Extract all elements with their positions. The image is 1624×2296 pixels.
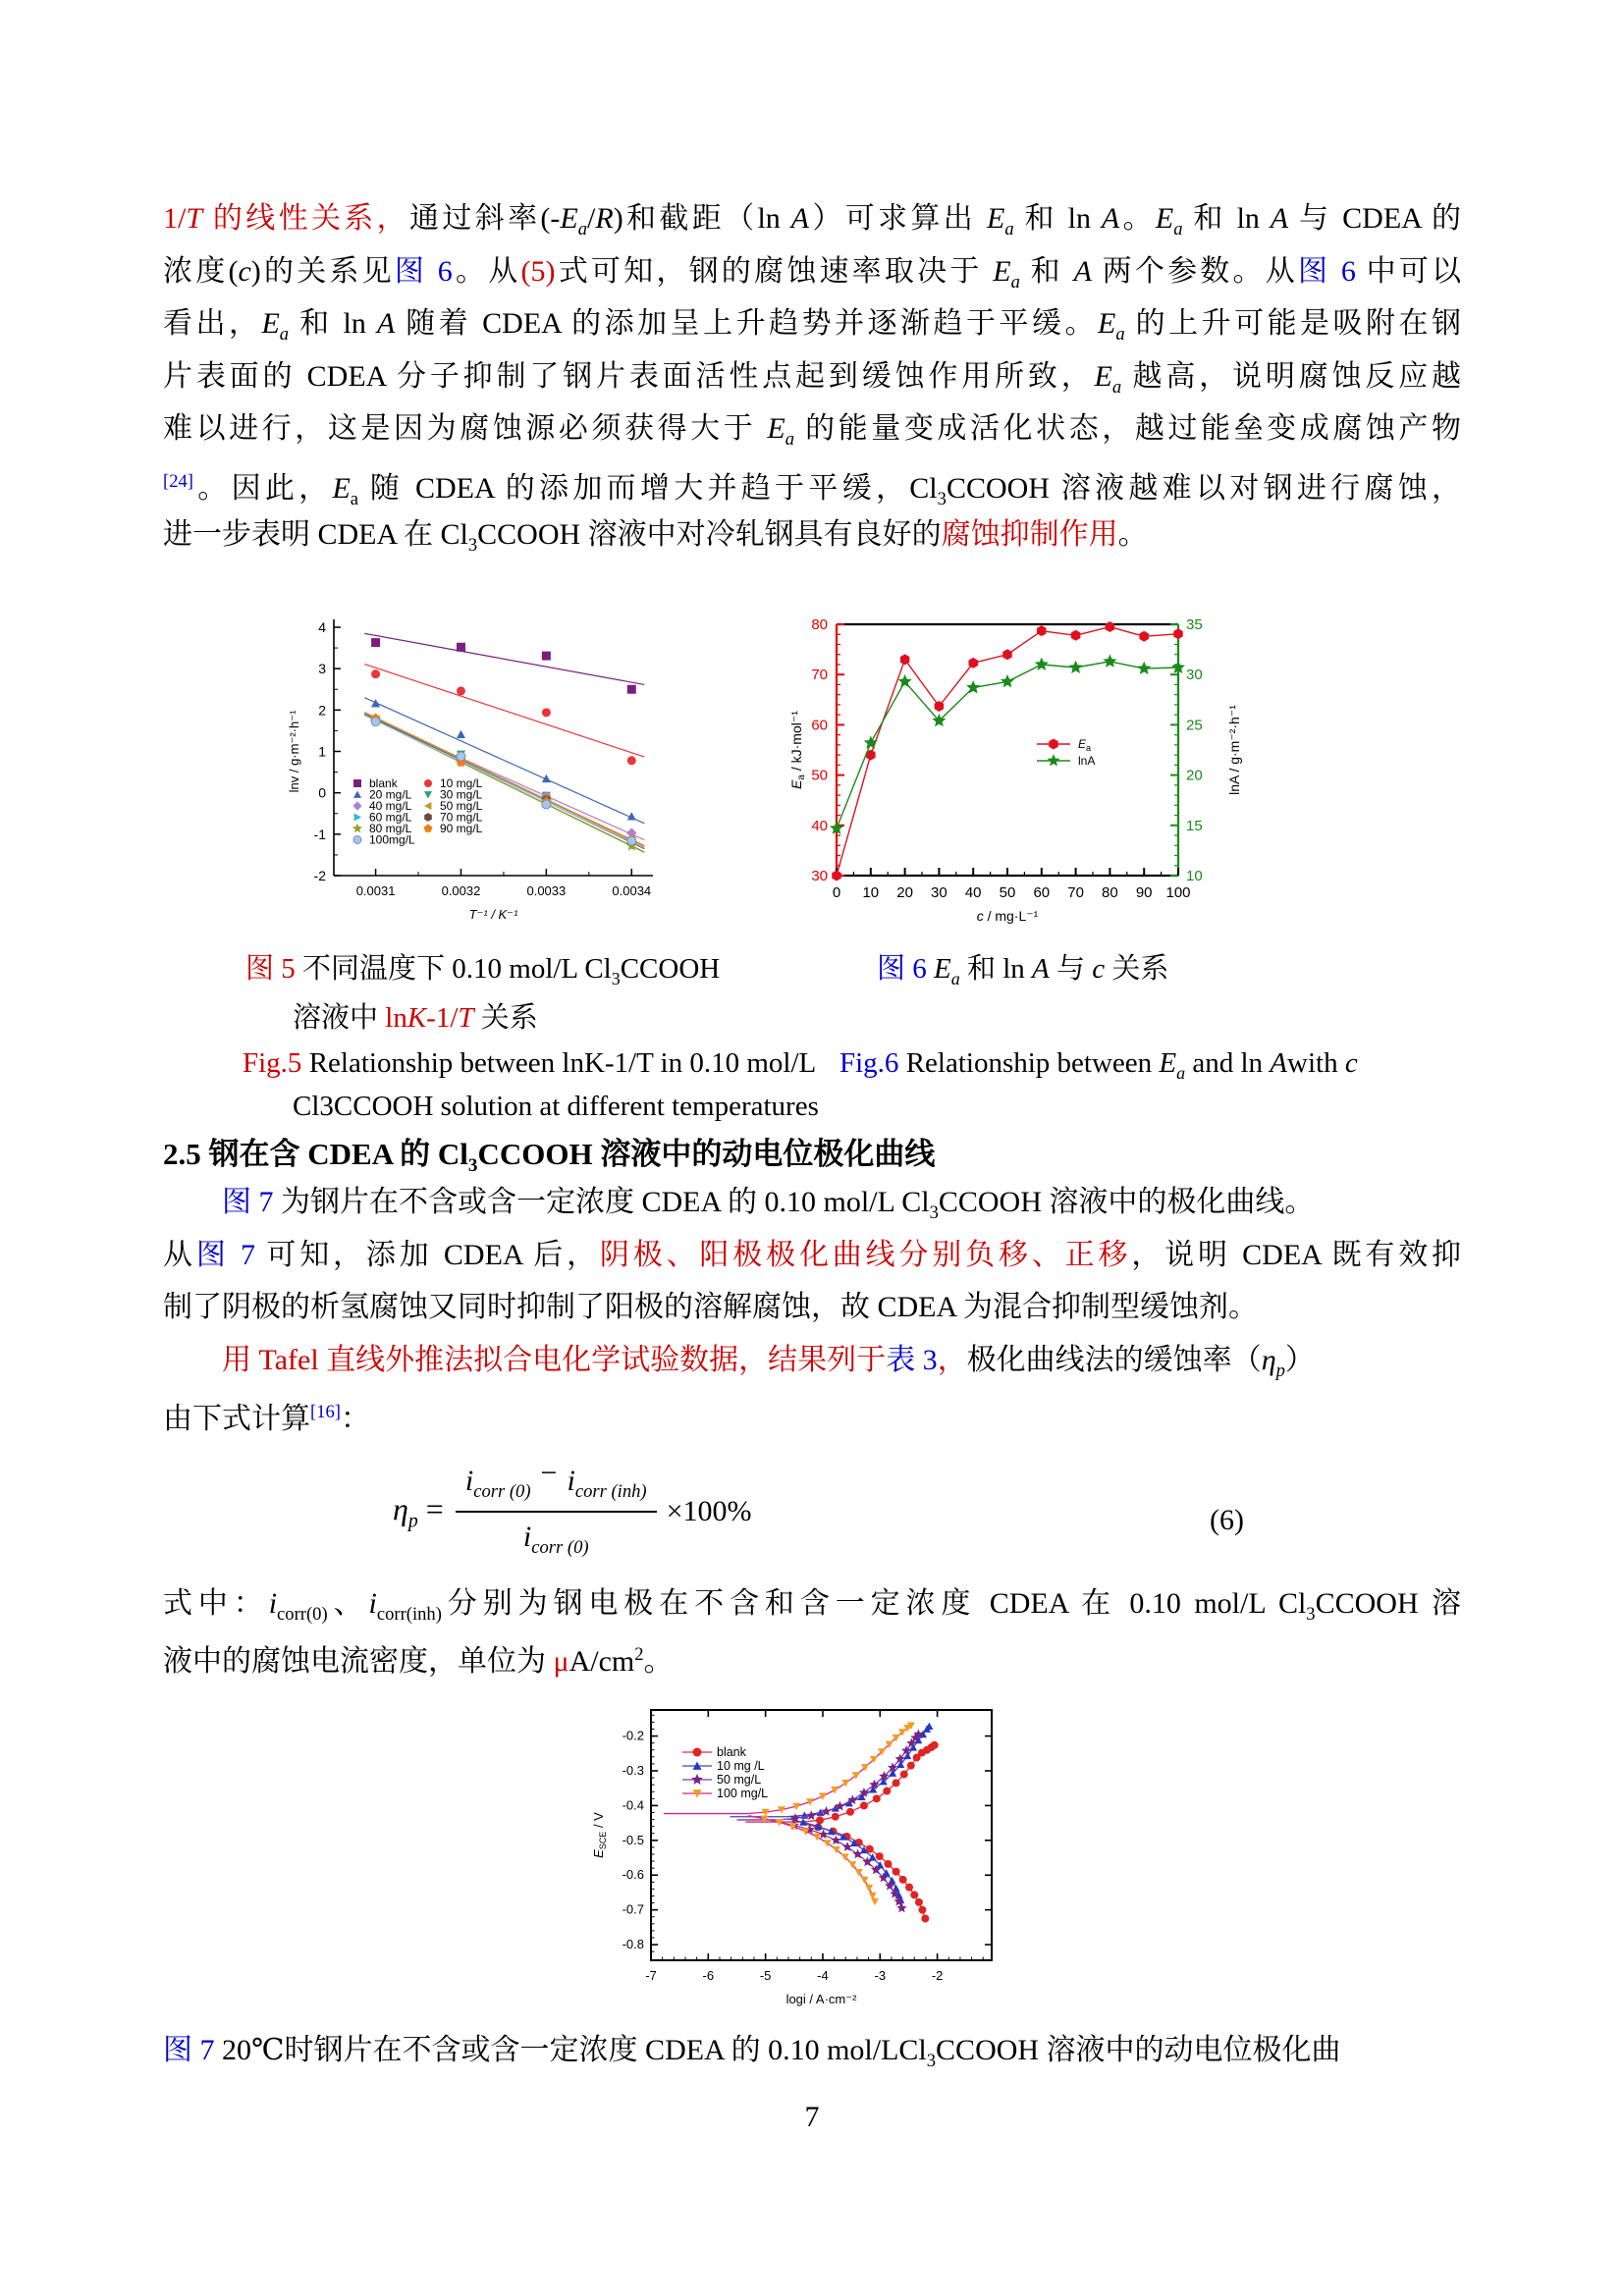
svg-text:30 mg/L: 30 mg/L	[440, 787, 483, 802]
svg-text:60: 60	[811, 717, 828, 734]
svg-text:35: 35	[1186, 616, 1203, 633]
svg-text:0.0031: 0.0031	[355, 883, 396, 898]
equation-number: (6)	[1210, 1504, 1244, 1536]
svg-text:90: 90	[1135, 884, 1153, 901]
svg-text:90 mg/L: 90 mg/L	[440, 822, 483, 835]
svg-text:70: 70	[1067, 884, 1084, 901]
svg-text:-0.7: -0.7	[622, 1901, 644, 1917]
paragraph-2	[163, 1176, 1461, 1439]
svg-text:Ea: $E_a$	[1078, 737, 1092, 753]
svg-text:50: 50	[999, 884, 1016, 901]
svg-text:-0.3: -0.3	[622, 1762, 644, 1778]
figure5-caption-en: Fig.5 Relationship between lnK-1/T in 0.10 mol/L	[243, 1047, 817, 1079]
svg-text:40: 40	[811, 817, 828, 834]
equation-6: $\eta_p$ = $\frac{i_{corr (0)}- i_{corr (inh)}}{i_{corr (0)}}$ ×100%	[393, 1457, 752, 1558]
svg-text:60: 60	[1033, 884, 1051, 901]
section-heading-2-5: 2.5 钢在含 CDEA 的 $Cl_3CCOOH$ 溶液中的动电位极化曲线	[163, 1137, 936, 1177]
svg-text:lnA / g·m⁻²·h⁻¹: lnA / g·m⁻²·h⁻¹	[1226, 705, 1242, 795]
svg-text:80: 80	[1102, 884, 1118, 901]
text-line: 难以进行，这是因为腐蚀源必须获得大于 $E_a$ 的能量变成活化状态，越过能垒变成腐蚀产物	[163, 412, 1462, 451]
svg-text:0.0034: 0.0034	[612, 883, 652, 898]
svg-text:Ea / kJ·mol⁻¹: $E_a / kJ\cdot mol^{-1}$	[788, 711, 807, 789]
svg-text:0.0032: 0.0032	[441, 883, 481, 898]
text-line: 看出，$E_a$ 和 ln A 随着 CDEA 的添加呈上升趋势并逐渐趋于平缓。$E_a$ 的上升可能是吸附在钢	[163, 307, 1462, 346]
svg-text:logi / A·cm⁻²: logi / A·cm⁻²	[785, 1992, 857, 2006]
equation-lhs: $\eta_p$ =	[393, 1490, 444, 1532]
paragraph-1	[163, 192, 1461, 561]
svg-text:80: 80	[811, 616, 828, 633]
text-line: 从图 7 可知，添加 CDEA 后，阴极、阳极极化曲线分别负移、正移，说明 CDEA 既有效抑	[163, 1238, 1462, 1271]
svg-text:-5: -5	[759, 1968, 772, 1983]
svg-text:25: 25	[1186, 717, 1203, 734]
svg-text:20: 20	[896, 884, 913, 901]
equation-fraction: $\frac{i_{corr (0)}- i_{corr (inh)}}{i_{corr (0)}}$	[456, 1465, 657, 1559]
svg-text:20 mg/L: 20 mg/L	[369, 787, 412, 802]
svg-text:80 mg/L: 80 mg/L	[369, 822, 412, 835]
text-line: 制了阴极的析氢腐蚀又同时抑制了阳极的溶解腐蚀，故 CDEA 为混合抑制型缓蚀剂。	[163, 1291, 1259, 1324]
svg-text:30: 30	[811, 868, 828, 884]
svg-text:15: 15	[1186, 817, 1203, 834]
svg-text:100mg/L: 100mg/L	[369, 832, 415, 847]
text-line: 1/T 的线性关系，通过斜率$(-E_a/R)$和截距（ln A）可求算出 $E_a$ 和 ln A。$E_a$ 和 ln A 与 CDEA 的	[163, 202, 1462, 240]
figure6-caption-en: Fig.6 Relationship between $E_a$ and ln Awith c	[839, 1047, 1358, 1083]
svg-text:-4: -4	[817, 1968, 829, 1983]
svg-text:-6: -6	[702, 1968, 715, 1983]
svg-text:1: 1	[318, 743, 326, 760]
svg-text:30: 30	[1186, 667, 1203, 684]
figure-7-chart	[589, 1700, 1041, 2034]
svg-text:70 mg/L: 70 mg/L	[440, 810, 483, 825]
svg-text:-2: -2	[931, 1968, 944, 1983]
text-line: 式中：$i_{corr(0)}$、$i_{corr(inh)}$分别为钢电极在不含和含一定浓度 CDEA 在 0.10 mol/L $Cl_3CCOOH$ 溶	[163, 1587, 1462, 1625]
figure5-caption-en-2: Cl3CCOOH solution at different temperatures	[293, 1091, 819, 1122]
text-line: 浓度(c)的关系见图 6。从(5)式可知，钢的腐蚀速率取决于 $E_a$ 和 A 两个参数。从图 6 中可以	[163, 254, 1462, 293]
svg-text:50: 50	[811, 767, 828, 784]
paragraph-3	[163, 1578, 1461, 1681]
figure-5-chart	[285, 601, 673, 939]
text-line: 图 7 为钢片在不含或含一定浓度 CDEA 的 0.10 mol/L $Cl_3CCOOH$ 溶液中的极化曲线。	[222, 1186, 1315, 1223]
svg-text:-2: -2	[313, 868, 326, 883]
svg-text:10 mg/L: 10 mg/L	[440, 776, 483, 790]
svg-text:0.0033: 0.0033	[526, 883, 567, 898]
svg-text:3: 3	[318, 661, 326, 677]
figure-6-chart	[776, 601, 1276, 939]
page-number: 7	[804, 2101, 820, 2133]
svg-text:0: 0	[832, 884, 841, 901]
figure5-caption-cn: 图 5 不同温度下 0.10 mol/L $Cl_3CCOOH$	[245, 953, 721, 988]
svg-text:2: 2	[318, 702, 326, 719]
figure5-caption-cn-2: 溶液中 lnK-1/T 关系	[293, 1002, 538, 1034]
svg-text:10: 10	[862, 884, 880, 901]
svg-text:100: 100	[1165, 884, 1191, 901]
text-line: 用 Tafel 直线外推法拟合电化学试验数据，结果列于表 3，极化曲线法的缓蚀率$(\eta_p)$	[222, 1343, 1315, 1381]
svg-text:-1: -1	[313, 826, 326, 842]
svg-text:40: 40	[964, 884, 982, 901]
svg-text:4: 4	[318, 619, 326, 635]
svg-text:-7: -7	[645, 1968, 657, 1983]
svg-text:0: 0	[318, 784, 326, 801]
text-line: 片表面的 CDEA 分子抑制了钢片表面活性点起到缓蚀作用所致，$E_a$ 越高，说明腐蚀反应越	[163, 359, 1461, 398]
text-line: 液中的腐蚀电流密度，单位为 $\mu A/cm^2$。	[163, 1644, 674, 1678]
svg-text:30: 30	[931, 884, 947, 901]
svg-text:ESCE / V: $E_{SCE}$ / V	[591, 1812, 608, 1858]
svg-text:60 mg/L: 60 mg/L	[369, 810, 412, 825]
svg-text:50 mg/L: 50 mg/L	[440, 799, 483, 813]
svg-text:-0.6: -0.6	[622, 1867, 644, 1883]
svg-text:lnA: lnA	[1078, 754, 1096, 768]
svg-text:20: 20	[1186, 767, 1203, 784]
svg-text:-0.8: -0.8	[622, 1937, 644, 1952]
svg-text:10 mg /L: 10 mg /L	[717, 1759, 765, 1773]
svg-text:-0.5: -0.5	[622, 1832, 644, 1847]
svg-text:70: 70	[811, 667, 828, 684]
svg-text:40 mg/L: 40 mg/L	[369, 799, 412, 813]
figure6-caption-cn: 图 6 $E_a$ 和 ln A 与 c 关系	[877, 953, 1169, 988]
svg-text:blank: blank	[369, 776, 398, 790]
text-line: 进一步表明 CDEA 在 $Cl_3CCOOH$ 溶液中对冷轧钢具有良好的腐蚀抑制作用。	[163, 517, 1148, 556]
text-line: [24]。因此，$E_a$ 随 CDEA 的添加而增大并趋于平缓，$Cl_3CCOOH$ 溶液越难以对钢进行腐蚀，	[163, 470, 1462, 509]
svg-text:c / mg·L⁻¹: c / mg·L⁻¹	[976, 908, 1039, 924]
svg-text:-0.4: -0.4	[622, 1797, 644, 1813]
svg-text:-0.2: -0.2	[622, 1728, 644, 1743]
svg-text:50 mg/L: 50 mg/L	[717, 1773, 762, 1787]
svg-text:100 mg/L: 100 mg/L	[717, 1787, 769, 1800]
figure7-caption: 图 7 20℃时钢片在不含或含一定浓度 CDEA 的 0.10 mol/LCl$_3$CCOOH 溶液中的动电位极化曲	[163, 2034, 1341, 2071]
svg-text:blank: blank	[717, 1745, 746, 1759]
svg-text:-3: -3	[874, 1968, 887, 1983]
svg-text:lnv / g·m⁻²·h⁻¹: lnv / g·m⁻²·h⁻¹	[287, 710, 301, 793]
svg-text:10: 10	[1186, 868, 1203, 884]
text-line: 由下式计算[16]：	[163, 1402, 370, 1436]
svg-text:T⁻¹ / K⁻¹: T⁻¹ / K⁻¹	[468, 907, 518, 922]
